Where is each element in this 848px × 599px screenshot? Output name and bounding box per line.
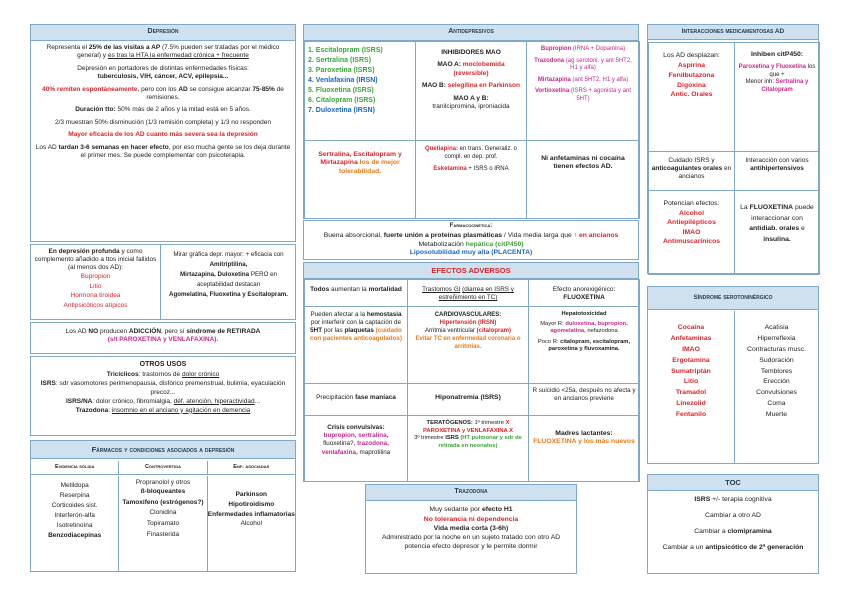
farmacos-cols: [31, 476, 295, 571]
list-item: Linezolid: [676, 400, 706, 408]
col-header: Evidencia sólida: [31, 461, 119, 474]
list-item: Tamoxifeno (estrógenos?): [122, 498, 204, 506]
cv-item: Evitar TC en enfermedad coronaria o arritmias.: [415, 336, 521, 351]
list-item: Erección: [763, 378, 790, 386]
toc-otro-ad: Cambiar a otro AD: [705, 512, 761, 520]
hep-poco: Poco R: citalopram, escitalopram, paroxetina y fluvoxamina.: [537, 338, 631, 353]
profunda-drug: Bupropion: [80, 273, 111, 281]
list-item: Metildopa: [60, 482, 89, 489]
trazodona-title: Trazodona: [366, 485, 576, 501]
citp450-mas: Paroxetina y Fluoxetina los que +: [738, 63, 816, 78]
profunda-left: [31, 245, 161, 319]
efectos-adversos-section: [303, 262, 639, 482]
farmacocinetica-metab: Metabolización hepática (citP450): [418, 240, 524, 248]
interacciones-section: [647, 24, 819, 274]
adverso-hiponatremia: Hiponatremia (ISRS): [407, 383, 529, 416]
toc-body: [648, 491, 818, 557]
depresion-duracion: Duración tto: 50% más de 2 años y la mitad está en 5 años.: [75, 106, 251, 114]
toc-isrs: ISRS +/- terapia cognitiva: [694, 496, 772, 504]
list-item: Fentanilo: [675, 411, 707, 418]
list-item: Sumatriptán: [671, 367, 711, 375]
farmacocinetica-title: Farmacocinética:: [449, 223, 493, 229]
adverso-gi: Trastornos GI (diarrea en ISRS y estreñimiento en TC): [407, 279, 529, 307]
list-item: Antiepilépticos: [667, 219, 716, 227]
list-item: Temblores: [760, 367, 793, 375]
list-item: Acatisia: [764, 324, 789, 331]
teratogenos-3: 3º trimestre ISRS (HT pulmonar y sdr de retirada en neonatos): [414, 435, 522, 449]
list-item: IMAO: [682, 345, 700, 353]
otros-isrs: ISRS: sdr vasomotores perimenopausia, disfórico premenstrual, bulimia, eyaculación precoz...: [40, 380, 286, 396]
otros-usos-title: OTROS USOS: [139, 361, 187, 368]
imao-a: MAO A: moclobemida (reversible): [437, 61, 505, 77]
interaccion-fluoxetina: La FLUOXETINA puede interaccionar con antidiab. orales e insulina.: [734, 190, 820, 275]
profunda-drug: Hormona tiroidea: [70, 292, 121, 300]
col-controvertida: [119, 476, 207, 571]
adverso-hepatotoxicidad: [528, 306, 640, 384]
depresion-visitas: Representa el 25% de las visitas a AP (7.5% pueden ser tratadas por el médico general) y es tras la HTA la enfermedad crónica + frecuente: [46, 43, 280, 60]
depresion-body: [31, 41, 295, 164]
antidep-vortioxetina: Vortioxetina (ISRS + agonista y ant 5HT): [534, 88, 632, 102]
col-evidencia: [31, 476, 119, 571]
depresion-profunda-section: [30, 244, 296, 320]
hep-mayor: Mayor R: duloxetina, bupropion, agomelatina, nefazodona: [540, 320, 628, 335]
cv-item: Arritmia ventricular (citalopram): [424, 328, 512, 335]
farmacos-condiciones-section: [30, 440, 296, 572]
antidep-imao: [415, 41, 527, 141]
farmacos-condiciones-title: Fármacos y condiciones asociados a depresión: [31, 441, 295, 459]
list-item: Clonidina: [149, 509, 177, 517]
toc-section: [647, 474, 819, 574]
antidep-trazodona: Trazodona (ag serotoni. y ant 5HT2, H1 y alfa): [534, 57, 632, 71]
otros-triciclicos: Tricíclicos: trastornos de dolor crónico: [106, 371, 220, 379]
list-item: Enfermedades inflamatorias: [207, 510, 295, 518]
list-item: Tramadol: [675, 389, 707, 397]
list-item: Benzodiacepinas: [48, 532, 102, 540]
list-item: Sudoración: [759, 356, 794, 364]
list-item: Hipotiroidismo: [228, 501, 275, 509]
profunda-drug-list: [34, 272, 157, 310]
antidep-otros: [526, 41, 640, 141]
list-item: Anfetaminas: [670, 334, 712, 342]
adverso-mortalidad: Todos aumentan la mortalidad: [304, 279, 408, 307]
antidep-anfetaminas: Ni anfetaminas ni cocaína tienen efectos AD.: [526, 140, 640, 219]
list-item: Hiperreflexia: [757, 334, 796, 342]
teratogenos-1: TERATÓGENOS: 1º trimestre X PAROXETINA y VENLAFAXINA X: [423, 420, 513, 434]
antidepresivos-section: [303, 24, 639, 219]
list-item: Corticoides sist.: [51, 502, 98, 510]
interaccion-potencian: [648, 190, 735, 275]
list-item: ß-bloqueantes: [140, 487, 186, 495]
adverso-hemostasia: Pueden afectar a la hemostasia por interferir con la captación de 5HT por las plaquetas (cuidado con pacientes anticoagulados): [304, 306, 408, 384]
list-item: Propranolol y otros: [135, 479, 191, 486]
otros-isrs-na: ISRS/NA: dolor crónico, fibromialgia, déf. atención, hiperactividad...: [65, 397, 261, 405]
antidep-mirtazapina: Mirtazapina (ant 5HT2, H1 y alfa): [537, 76, 629, 83]
farmacos-col-headers: [31, 461, 295, 475]
list-item: Parkinson: [235, 491, 268, 498]
toc-title: TOC: [648, 475, 818, 491]
list-item: Reserpina: [59, 492, 90, 500]
depresion-remision: 40% remiten espontáneamente, pero con los AD se consigue alcanzar 75-85% de remisiones.: [42, 85, 284, 101]
list-item: Ergotamina: [672, 356, 710, 364]
antidep-bupropion: Bupropion (IRNA + Dopamina): [540, 46, 626, 52]
ranking-item: 2. Sertralina (ISRS): [308, 56, 372, 64]
imao-b: MAO B: selegilina en Parkinson: [422, 82, 520, 90]
antidep-ranking: [304, 41, 416, 141]
otros-usos-section: [30, 356, 296, 436]
list-item: Alcohol: [240, 519, 262, 527]
antidep-quetiapina: [415, 140, 527, 219]
retirada-section: Los AD NO producen ADICCIÓN, pero sí síndrome de RETIRADA (s/t PAROXETINA y VENLAFAXINA).: [30, 322, 296, 354]
depresion-enfermedades: Depresión en portadores de distintas enfermedades físicas: tuberculosis, VIH, cáncer, ACV, epilepsia...: [77, 64, 249, 81]
ranking-item: 4. Venlafaxina (IRSN): [308, 76, 378, 84]
trazodona-section: [365, 484, 577, 574]
interaccion-desplazan: [648, 42, 735, 152]
depresion-eficacia: Mayor eficacia de los AD cuanto más severa sea la depresión: [68, 131, 258, 139]
trazodona-admin: Administrado por la noche en un sujeto tratado con otro AD potencia efecto depresor y le permite dormir: [381, 534, 561, 551]
citp450-title: Inhiben citP450:: [750, 51, 804, 58]
farmacocinetica-union: Buena absorcional, fuerte unión a proteínas plasmáticas / Vida media larga que ↑ en ancianos: [323, 231, 619, 239]
serotoninergico-sintomas: [735, 311, 818, 463]
list-item: Isotretinoína: [56, 522, 93, 530]
list-item: Topiramato: [146, 520, 180, 528]
depresion-title: Depresión: [31, 25, 295, 41]
interaccion-anticoagulantes: Cuidado ISRS y anticoagulantes orales en ancianos: [648, 151, 735, 191]
adverso-anorexigenico: Efecto anorexigénico: FLUOXETINA: [528, 279, 640, 307]
list-item: Finasterida: [146, 530, 180, 538]
interacciones-title: Interacciones medicamentosas AD: [648, 25, 818, 40]
list-item: Digoxina: [677, 81, 706, 89]
serotoninergico-section: [647, 286, 819, 464]
esketamina-text: Esketamina + ISRS o IRNA: [433, 165, 509, 172]
serotoninergico-causas: [648, 311, 735, 463]
list-item: Antic. Orales: [670, 91, 713, 99]
adverso-suicidio: R suicidio <25a, después no afecta y en ancianos previene: [528, 383, 640, 416]
potencian-label: Potencian efectos:: [663, 200, 720, 207]
trazodona-sedante: Muy sedante por efecto H1: [429, 505, 513, 513]
quetiapina-text: Quetiapina: en trans. Generaliz. o compl. en dep. prof.: [424, 146, 518, 160]
trazodona-body: [366, 501, 576, 556]
trazodona-tolerancia: No tolerancia ni dependencia: [423, 515, 519, 523]
col-header: Enf. asociadas: [233, 464, 270, 470]
serotoninergico-title: Síndrome serotoninérgico: [648, 287, 818, 310]
cv-title: CARDIOVASCULARES:: [434, 312, 502, 318]
adverso-convulsiones: Crisis convulsivas: bupropion, sertralina, fluoxetina?, trazodona, venlafaxina, maprotilina: [304, 415, 408, 482]
col-enf-asociadas: [208, 476, 295, 571]
adverso-teratogenos: [407, 415, 529, 482]
efectos-adversos-title: EFECTOS ADVERSOS: [304, 263, 638, 279]
farmacocinetica-section: [303, 220, 639, 260]
list-item: Muerte: [765, 411, 788, 418]
list-item: Alcohol: [679, 209, 704, 217]
list-item: IMAO: [682, 228, 701, 236]
ranking-item: 5. Fluoxetina (ISRS): [308, 86, 374, 94]
imao-title: INHIBIDORES MAO: [441, 49, 501, 56]
imao-ab: MAO A y B: tranilcipromina, iproniacida: [432, 94, 510, 111]
list-item: Litio: [683, 378, 699, 386]
farmacocinetica-lipo: Liposolubilidad muy alta (PLACENTA): [409, 249, 533, 257]
antidepresivos-title: Antidepresivos: [304, 25, 638, 41]
interaccion-antihipertensivos: Interacción con varios antihipertensivos: [734, 151, 820, 191]
interaccion-citp450: [734, 42, 820, 152]
col-header: Controvertida: [119, 461, 207, 474]
list-item: Fenilbutazona: [668, 71, 715, 79]
ranking-item: 3. Paroxetina (ISRS): [308, 66, 375, 74]
depresion-latencia: Los AD tardan 3-6 semanas en hacer efecto, por eso mucha gente se los deja durante el primer mes. Se puede complementar con psicoterapia.: [35, 143, 291, 160]
list-item: Contracturas musc.: [747, 345, 806, 353]
ranking-item: 1. Escitalopram (ISRS): [308, 47, 383, 54]
profunda-right: Mirar gráfica depr. mayor: + eficacia con Amitriptilina, Mirtazapina, Duloxetina PERO en aceptabilidad destacan Agomelatina, Fluoxetina y Escitalopram.: [169, 251, 288, 298]
toc-clomipramina: Cambiar a clomipramina: [694, 528, 772, 536]
cv-item: Hipertensión (IRSN): [439, 320, 497, 327]
adverso-mania: Precipitación fase maníaca: [304, 383, 408, 416]
list-item: Coma: [767, 400, 786, 408]
profunda-drug: Antipsicóticos atípicos: [63, 301, 128, 309]
ranking-item: 6. Citalopram (ISRS): [308, 96, 376, 104]
ranking-item: 7. Duloxetina (IRSN): [308, 106, 375, 114]
hep-title: Hepatotoxicidad: [561, 311, 607, 317]
depresion-respuesta: 2/3 muestran 50% disminución (1/3 remisión completa) y 1/3 no responden: [54, 118, 272, 126]
antidep-tolerabilidad: Sertralina, Escitalopram y Mirtazapina los de mejor tolerabilidad.: [304, 140, 416, 219]
toc-antipsicotico: Cambiar a un antipsicótico de 2ª generación: [662, 543, 804, 551]
profunda-drug: Litio: [89, 282, 102, 290]
list-item: Antimuscarínicos: [662, 238, 721, 246]
list-item: Cocaína: [677, 324, 705, 331]
profunda-intro: En depresión profunda y como complemento añadido a ttos inicial fallidos (al menos dos AD):: [34, 248, 157, 272]
citp450-menor: Menor inh: Sertralina y Citalopram: [745, 79, 809, 94]
list-item: Interferón-alfa: [54, 512, 95, 520]
list-item: Aspirina: [677, 61, 706, 69]
adverso-cardiovascular: [407, 306, 529, 384]
desplazan-label: Los AD desplazan:: [663, 52, 720, 59]
trazodona-vida-media: Vida media corta (3-6h): [433, 525, 509, 533]
depresion-section: [30, 24, 296, 242]
adverso-lactancia: Madres lactantes: FLUOXETINA y los más nuevos: [528, 415, 640, 482]
list-item: Convulsiones: [756, 389, 797, 397]
otros-trazodona: Trazodona: insomnio en el anciano y agitación en demencia: [75, 406, 251, 414]
